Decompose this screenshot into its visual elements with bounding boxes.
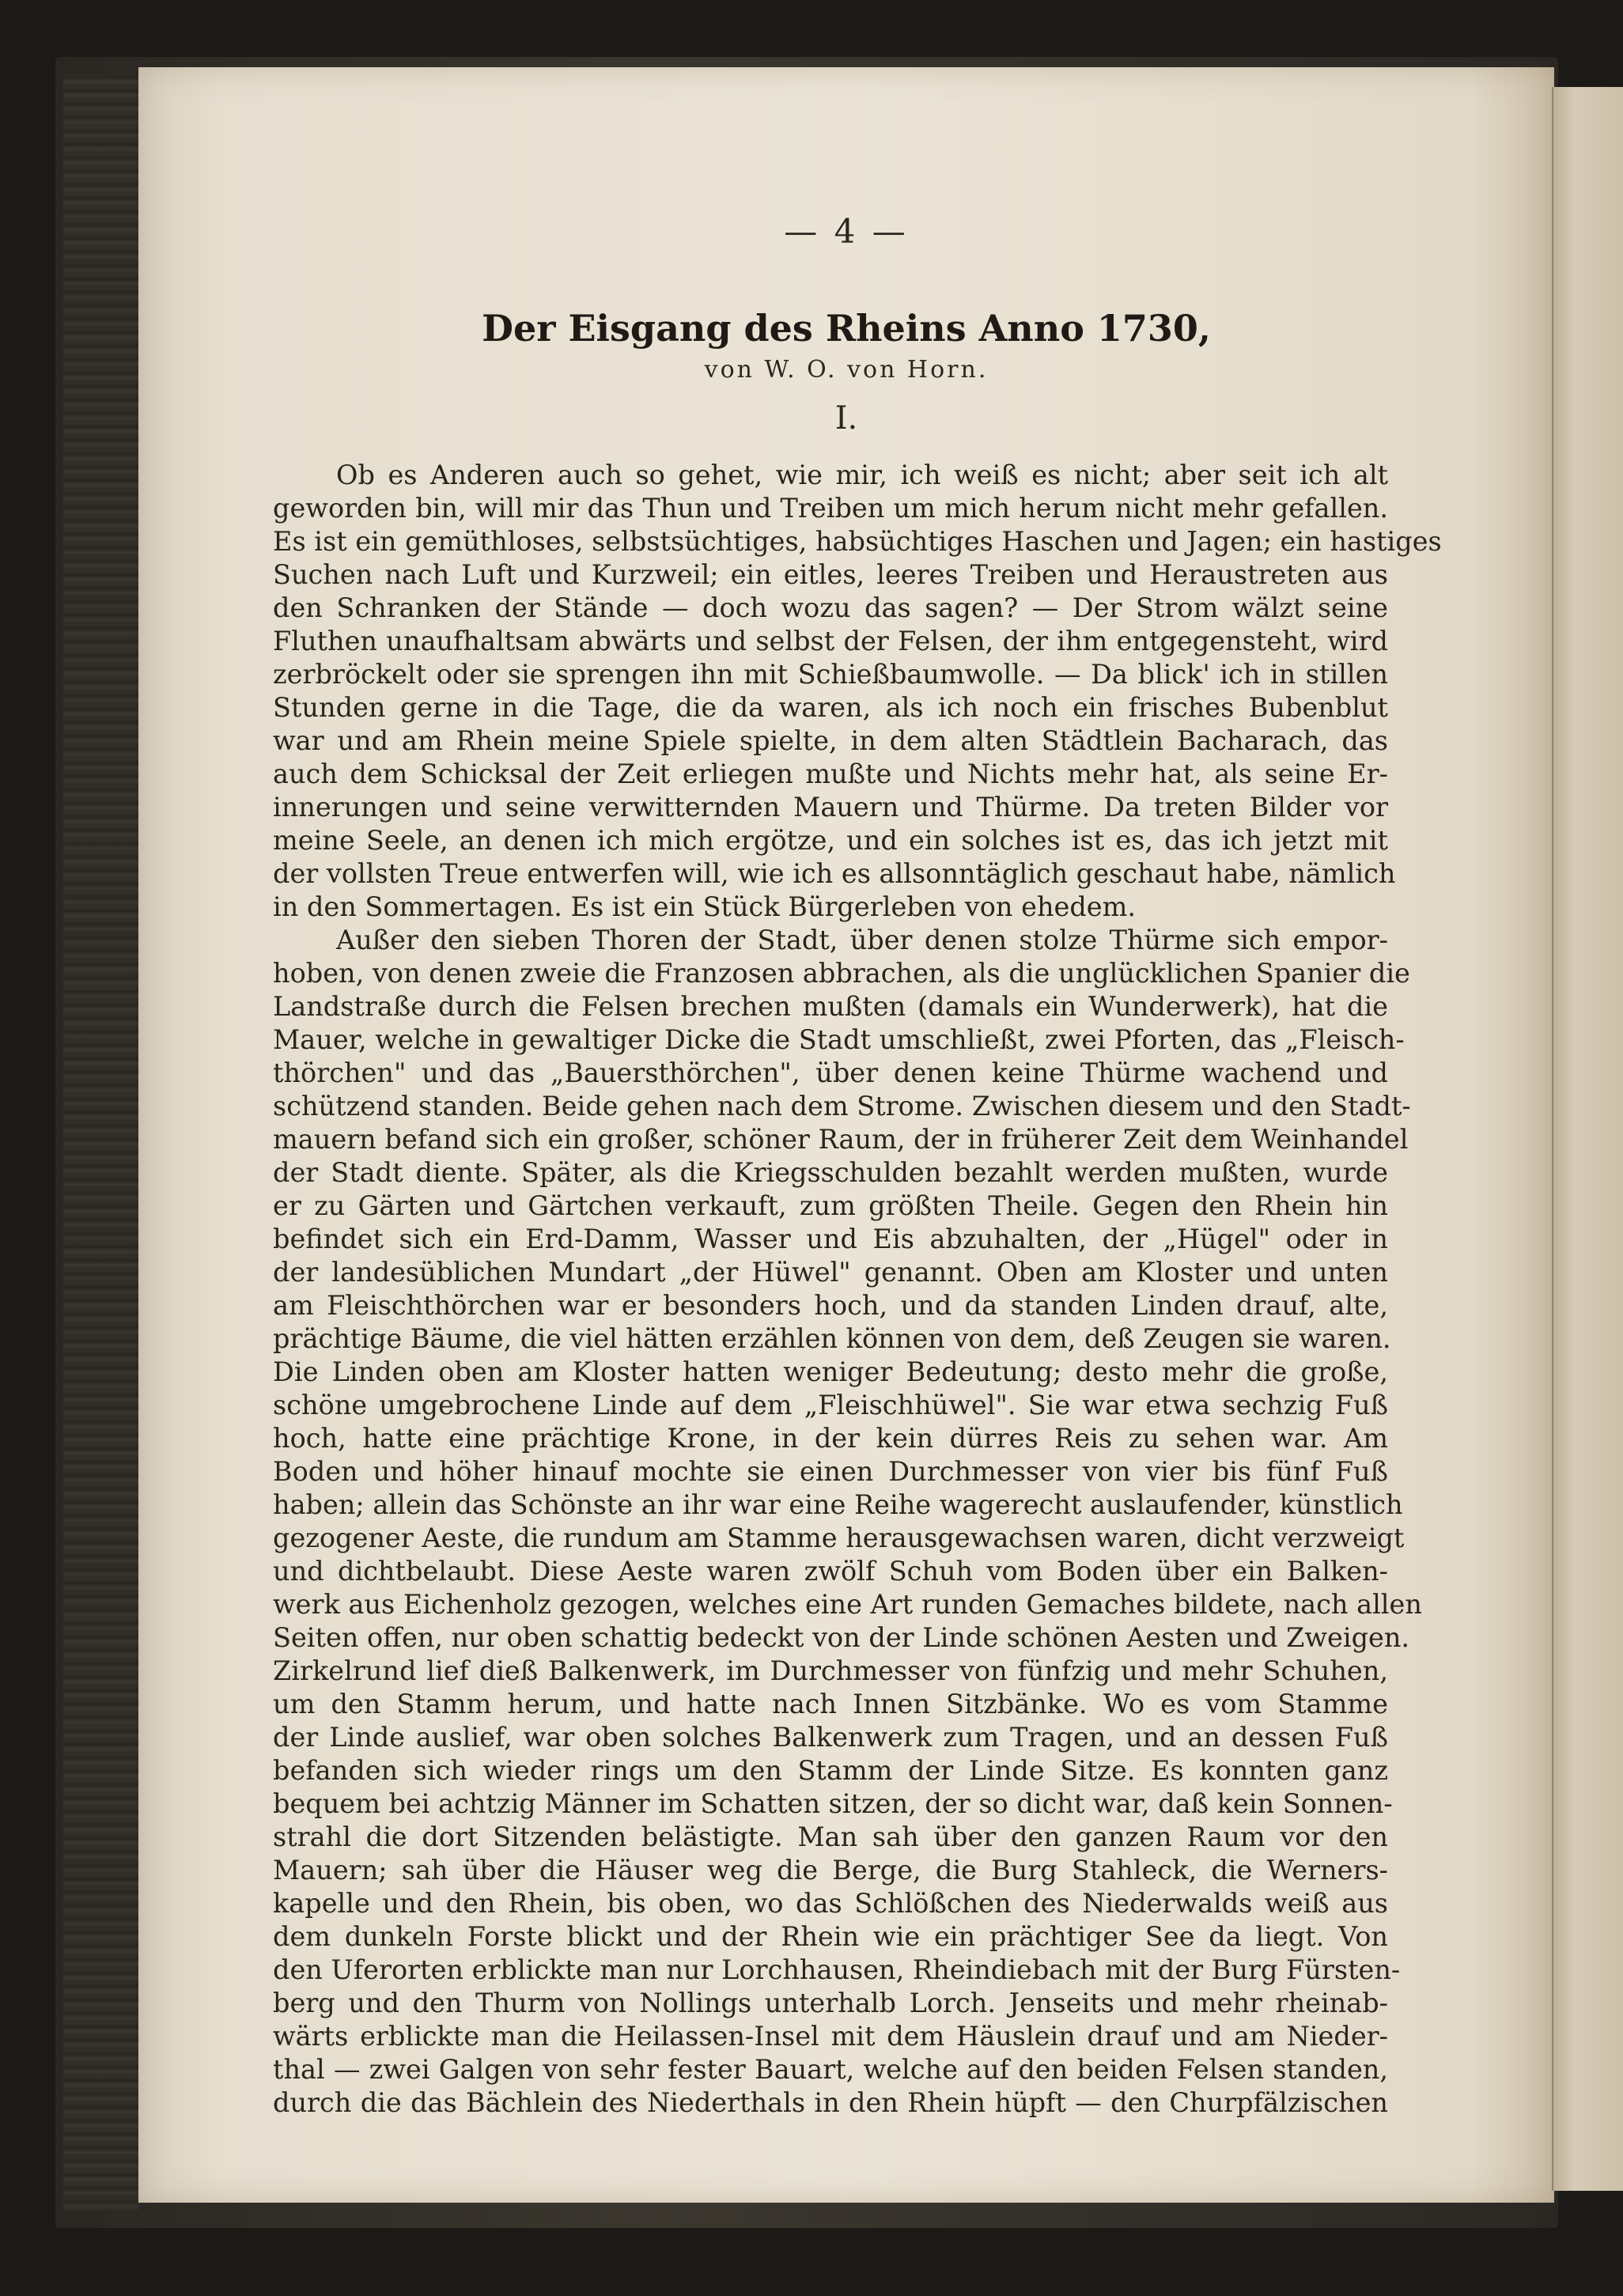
text-line: prächtige Bäume, die viel hätten erzählen können von dem, deß Zeugen sie waren.	[273, 1323, 1391, 1354]
text-line: um den Stamm herum, und hatte nach Innen Sitzbänke. Wo es vom Stamme	[273, 1689, 1388, 1719]
text-line: befindet sich ein Erd-Damm, Wasser und Eis abzuhalten, der „Hügel" oder in	[273, 1224, 1388, 1254]
body-text	[273, 459, 1442, 2120]
text-line: der landesüblichen Mundart „der Hüwel" genannt. Oben am Kloster und unten	[273, 1257, 1388, 1288]
marbled-endpaper	[63, 75, 138, 2211]
text-line: Ob es Anderen auch so gehet, wie mir, ich weiß es nicht; aber seit ich alt	[336, 460, 1388, 490]
text-line: meine Seele, an denen ich mich ergötze, und ein solches ist es, das ich jetzt mit	[273, 825, 1388, 856]
text-line: zerbröckelt oder sie sprengen ihn mit Schießbaumwolle. — Da blick' ich in stillen	[273, 659, 1388, 690]
text-line: gezogener Aeste, die rundum am Stamme herausgewachsen waren, dicht verzweigt	[273, 1522, 1405, 1553]
text-line: am Fleischthörchen war er besonders hoch, und da standen Linden drauf, alte,	[273, 1290, 1388, 1321]
text-line: Seiten offen, nur oben schattig bedeckt von der Linde schönen Aesten und Zweigen.	[273, 1622, 1410, 1653]
text-line: Suchen nach Luft und Kurzweil; ein eitles, leeres Treiben und Heraustreten aus	[273, 559, 1388, 590]
text-line: berg und den Thurm von Nollings unterhalb Lorch. Jenseits und mehr rheinab-	[273, 1988, 1388, 2018]
text-line: Stunden gerne in die Tage, die da waren, als ich noch ein frisches Bubenblut	[273, 692, 1388, 723]
text-line: thörchen" und das „Bauersthörchen", über denen keine Thürme wachend und	[273, 1057, 1388, 1088]
text-line: Es ist ein gemüthloses, selbstsüchtiges, habsüchtiges Haschen und Jagen; ein hastiges	[273, 526, 1442, 557]
author-byline: von W. O. von Horn.	[704, 356, 989, 384]
text-line: hoben, von denen zweie die Franzosen abbrachen, als die unglücklichen Spanier die	[273, 958, 1410, 989]
chapter-heading: I.	[834, 400, 858, 437]
text-line: innerungen und seine verwitternden Mauern und Thürme. Da treten Bilder vor	[273, 792, 1388, 823]
text-line: geworden bin, will mir das Thun und Treiben um mich herum nicht mehr gefallen.	[273, 493, 1388, 524]
text-line: der Linde auslief, war oben solches Balkenwerk zum Tragen, und an dessen Fuß	[273, 1722, 1388, 1753]
text-line: strahl die dort Sitzenden belästigte. Man sah über den ganzen Raum vor den	[273, 1821, 1388, 1852]
text-line: er zu Gärten und Gärtchen verkauft, zum größten Theile. Gegen den Rhein hin	[273, 1190, 1388, 1221]
text-line: Landstraße durch die Felsen brechen mußten (damals ein Wunderwerk), hat die	[273, 991, 1388, 1022]
text-line: haben; allein das Schönste an ihr war eine Reihe wagerecht auslaufender, künstlich	[273, 1489, 1403, 1520]
text-line: Zirkelrund lief dieß Balkenwerk, im Durchmesser von fünfzig und mehr Schuhen,	[273, 1655, 1388, 1686]
text-line: und dichtbelaubt. Diese Aeste waren zwölf Schuh vom Boden über ein Balken-	[273, 1556, 1388, 1587]
facing-page-edge	[1552, 87, 1623, 2191]
text-line: Außer den sieben Thoren der Stadt, über denen stolze Thürme sich empor-	[336, 925, 1388, 955]
page-number: — 4 —	[784, 212, 909, 251]
text-line: dem dunkeln Forste blickt und der Rhein wie ein prächtiger See da liegt. Von	[273, 1921, 1388, 1952]
text-line: bequem bei achtzig Männer im Schatten sitzen, der so dicht war, daß kein Sonnen-	[273, 1788, 1393, 1819]
text-line: durch die das Bächlein des Niederthals in den Rhein hüpft — den Churpfälzischen	[273, 2087, 1388, 2118]
text-line: befanden sich wieder rings um den Stamm der Linde Sitze. Es konnten ganz	[273, 1755, 1388, 1786]
text-line: der vollsten Treue entwerfen will, wie ich es allsonntäglich geschaut habe, nämlich	[273, 858, 1396, 889]
text-line: thal — zwei Galgen von sehr fester Bauart, welche auf den beiden Felsen standen,	[273, 2054, 1388, 2085]
text-line: werk aus Eichenholz gezogen, welches eine Art runden Gemaches bildete, nach allen	[273, 1589, 1422, 1620]
text-line: Fluthen unaufhaltsam abwärts und selbst der Felsen, der ihm entgegensteht, wird	[273, 626, 1388, 656]
text-line: der Stadt diente. Später, als die Kriegsschulden bezahlt werden mußten, wurde	[273, 1157, 1388, 1188]
text-line: hoch, hatte eine prächtige Krone, in der kein dürres Reis zu sehen war. Am	[273, 1423, 1388, 1454]
text-line: in den Sommertagen. Es ist ein Stück Bürgerleben von ehedem.	[273, 891, 1137, 922]
text-line: Die Linden oben am Kloster hatten weniger Bedeutung; desto mehr die große,	[273, 1356, 1388, 1387]
text-line: den Uferorten erblickte man nur Lorchhausen, Rheindiebach mit der Burg Fürsten-	[273, 1954, 1401, 1985]
text-line: schützend standen. Beide gehen nach dem Strome. Zwischen diesem und den Stadt-	[273, 1091, 1411, 1122]
article-title: Der Eisgang des Rheins Anno 1730,	[482, 307, 1211, 350]
text-line: kapelle und den Rhein, bis oben, wo das Schlößchen des Niederwalds weiß aus	[273, 1888, 1388, 1919]
text-line: Mauern; sah über die Häuser weg die Berge, die Burg Stahleck, die Werners-	[273, 1855, 1388, 1886]
text-line: war und am Rhein meine Spiele spielte, in dem alten Städtlein Bacharach, das	[273, 725, 1388, 756]
text-line: schöne umgebrochene Linde auf dem „Fleischhüwel". Sie war etwa sechzig Fuß	[273, 1390, 1388, 1420]
text-line: mauern befand sich ein großer, schöner Raum, der in früherer Zeit dem Weinhandel	[273, 1124, 1409, 1155]
text-line: den Schranken der Stände — doch wozu das sagen? — Der Strom wälzt seine	[273, 592, 1388, 623]
text-line: Mauer, welche in gewaltiger Dicke die Stadt umschließt, zwei Pforten, das „Fleisch-	[273, 1024, 1405, 1055]
text-line: Boden und höher hinauf mochte sie einen Durchmesser von vier bis fünf Fuß	[273, 1456, 1388, 1487]
text-line: wärts erblickte man die Heilassen-Insel mit dem Häuslein drauf und am Nieder-	[273, 2021, 1388, 2052]
text-line: auch dem Schicksal der Zeit erliegen mußte und Nichts mehr hat, als seine Er-	[273, 758, 1388, 789]
